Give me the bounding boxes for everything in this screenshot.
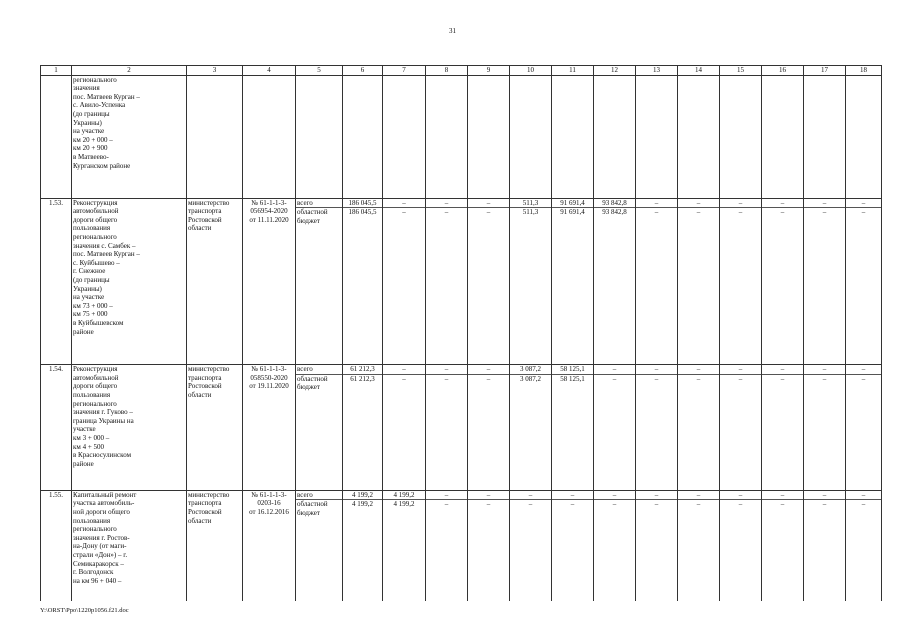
amount-cell: –: [678, 490, 720, 500]
amount-cell: –: [468, 198, 510, 208]
amount-cell: –: [720, 198, 762, 208]
funding-source: областной бюджет: [296, 374, 343, 490]
header-cell: 10: [510, 66, 552, 76]
amount-cell: 91 691,4: [552, 208, 594, 365]
program-table: [40, 65, 882, 601]
amount-cell: 186 045,5: [343, 208, 383, 365]
amount-cell: –: [383, 198, 426, 208]
amount-cell: 3 087,2: [510, 374, 552, 490]
funding-source: всего: [296, 490, 343, 500]
amount-cell: –: [762, 208, 804, 365]
amount-cell: –: [594, 374, 636, 490]
amount-cell: –: [804, 500, 846, 601]
amount-cell: 61 212,3: [343, 365, 383, 375]
funding-source: всего: [296, 365, 343, 375]
amount-cell: 58 125,1: [552, 374, 594, 490]
header-cell: 4: [243, 66, 296, 76]
amount-cell: –: [804, 365, 846, 375]
amount-cell: –: [468, 365, 510, 375]
amount-cell: –: [762, 500, 804, 601]
amount-cell: –: [804, 208, 846, 365]
amount-cell: –: [720, 208, 762, 365]
amount-cell: 511,3: [510, 198, 552, 208]
header-cell: 16: [762, 66, 804, 76]
amount-cell: –: [762, 198, 804, 208]
amount-cell: –: [636, 208, 678, 365]
item-document: № 61-1-1-3- 058550-2020 от 19.11.2020: [243, 365, 296, 491]
amount-cell: –: [804, 198, 846, 208]
header-cell: 15: [720, 66, 762, 76]
item-document: № 61-1-1-3- 0203-16 от 16.12.2016: [243, 490, 296, 601]
amount-cell: –: [846, 208, 882, 365]
continuation-row: [41, 75, 882, 198]
amount-cell: 511,3: [510, 208, 552, 365]
header-cell: 8: [426, 66, 468, 76]
amount-cell: –: [426, 374, 468, 490]
header-cell: 7: [383, 66, 426, 76]
amount-cell: –: [636, 490, 678, 500]
amount-cell: –: [383, 208, 426, 365]
amount-cell: –: [846, 365, 882, 375]
amount-cell: –: [510, 490, 552, 500]
amount-cell: –: [846, 500, 882, 601]
header-cell: 11: [552, 66, 594, 76]
amount-cell: 4 199,2: [343, 500, 383, 601]
amount-cell: 3 087,2: [510, 365, 552, 375]
file-path-footer: Y:\ORST\Ppo\1220p1056.f21.doc: [40, 607, 129, 614]
budget-row-total: [41, 198, 882, 208]
amount-cell: –: [678, 374, 720, 490]
header-cell: 3: [187, 66, 243, 76]
item-agency: министерство транспорта Ростовской области: [187, 490, 243, 601]
amount-cell: –: [510, 500, 552, 601]
amount-cell: –: [426, 198, 468, 208]
item-agency: министерство транспорта Ростовской области: [187, 365, 243, 491]
amount-cell: –: [804, 490, 846, 500]
amount-cell: –: [762, 374, 804, 490]
amount-cell: –: [468, 208, 510, 365]
item-number: 1.54.: [41, 365, 72, 491]
amount-cell: –: [678, 365, 720, 375]
header-cell: 9: [468, 66, 510, 76]
amount-cell: –: [468, 374, 510, 490]
page-number: 31: [449, 27, 456, 35]
amount-cell: –: [594, 365, 636, 375]
amount-cell: –: [552, 490, 594, 500]
amount-cell: –: [720, 374, 762, 490]
amount-cell: –: [636, 198, 678, 208]
amount-cell: 61 212,3: [343, 374, 383, 490]
amount-cell: 93 842,8: [594, 198, 636, 208]
item-document: № 61-1-1-3- 056954-2020 от 11.11.2020: [243, 198, 296, 365]
header-cell: 18: [846, 66, 882, 76]
header-cell: 14: [678, 66, 720, 76]
amount-cell: –: [720, 490, 762, 500]
amount-cell: –: [426, 500, 468, 601]
header-cell: 1: [41, 66, 72, 76]
amount-cell: –: [383, 365, 426, 375]
amount-cell: –: [636, 500, 678, 601]
funding-source: всего: [296, 198, 343, 208]
amount-cell: –: [762, 365, 804, 375]
amount-cell: –: [678, 500, 720, 601]
amount-cell: 93 842,8: [594, 208, 636, 365]
amount-cell: –: [468, 500, 510, 601]
amount-cell: 186 045,5: [343, 198, 383, 208]
header-cell: 17: [804, 66, 846, 76]
item-number: 1.55.: [41, 490, 72, 601]
amount-cell: –: [720, 500, 762, 601]
continuation-name: регионального значения пос. Матвеев Курган – с. Авило-Успенка (до границы Украины) на участке км 20 + 000 – км 20 + 900 в Матвеево- Курганском районе: [72, 75, 187, 198]
budget-row-total: [41, 490, 882, 500]
header-row: [41, 66, 882, 76]
amount-cell: –: [426, 365, 468, 375]
amount-cell: –: [636, 365, 678, 375]
amount-cell: –: [846, 490, 882, 500]
header-cell: 2: [72, 66, 187, 76]
amount-cell: –: [383, 374, 426, 490]
amount-cell: –: [846, 198, 882, 208]
budget-row-total: [41, 365, 882, 375]
amount-cell: –: [762, 490, 804, 500]
amount-cell: 58 125,1: [552, 365, 594, 375]
item-agency: министерство транспорта Ростовской области: [187, 198, 243, 365]
amount-cell: 4 199,2: [383, 490, 426, 500]
amount-cell: –: [552, 500, 594, 601]
amount-cell: –: [846, 374, 882, 490]
funding-source: областной бюджет: [296, 500, 343, 601]
header-cell: 12: [594, 66, 636, 76]
amount-cell: –: [594, 490, 636, 500]
amount-cell: –: [804, 374, 846, 490]
amount-cell: –: [426, 208, 468, 365]
item-name: Реконструкция автомобильной дороги общего пользования регионального значения с. Самбек – пос. Матвеев Курган – с. Куйбышево – г. Снежное (до границы Украины) на участке км 73 + 000 – км 75 + 000 в Куйбышевском районе: [72, 198, 187, 365]
amount-cell: 4 199,2: [343, 490, 383, 500]
item-number: 1.53.: [41, 198, 72, 365]
header-cell: 6: [343, 66, 383, 76]
amount-cell: –: [678, 208, 720, 365]
amount-cell: –: [720, 365, 762, 375]
amount-cell: 4 199,2: [383, 500, 426, 601]
item-name: Реконструкция автомобильной дороги общего пользования регионального значения г. Гуково – граница Украины на участке км 3 + 000 – км 4 + 500 в Красносулинском районе: [72, 365, 187, 491]
amount-cell: –: [594, 500, 636, 601]
item-name: Капитальный ремонт участка автомобиль- ной дороги общего пользования регионального значения г. Ростов- на-Дону (от маги- страли «Дон») – г. Семикаракорск – г. Волгодонск на км 96 + 040 –: [72, 490, 187, 601]
amount-cell: –: [636, 374, 678, 490]
header-cell: 5: [296, 66, 343, 76]
amount-cell: –: [678, 198, 720, 208]
amount-cell: –: [468, 490, 510, 500]
amount-cell: 91 691,4: [552, 198, 594, 208]
header-cell: 13: [636, 66, 678, 76]
amount-cell: –: [426, 490, 468, 500]
funding-source: областной бюджет: [296, 208, 343, 365]
